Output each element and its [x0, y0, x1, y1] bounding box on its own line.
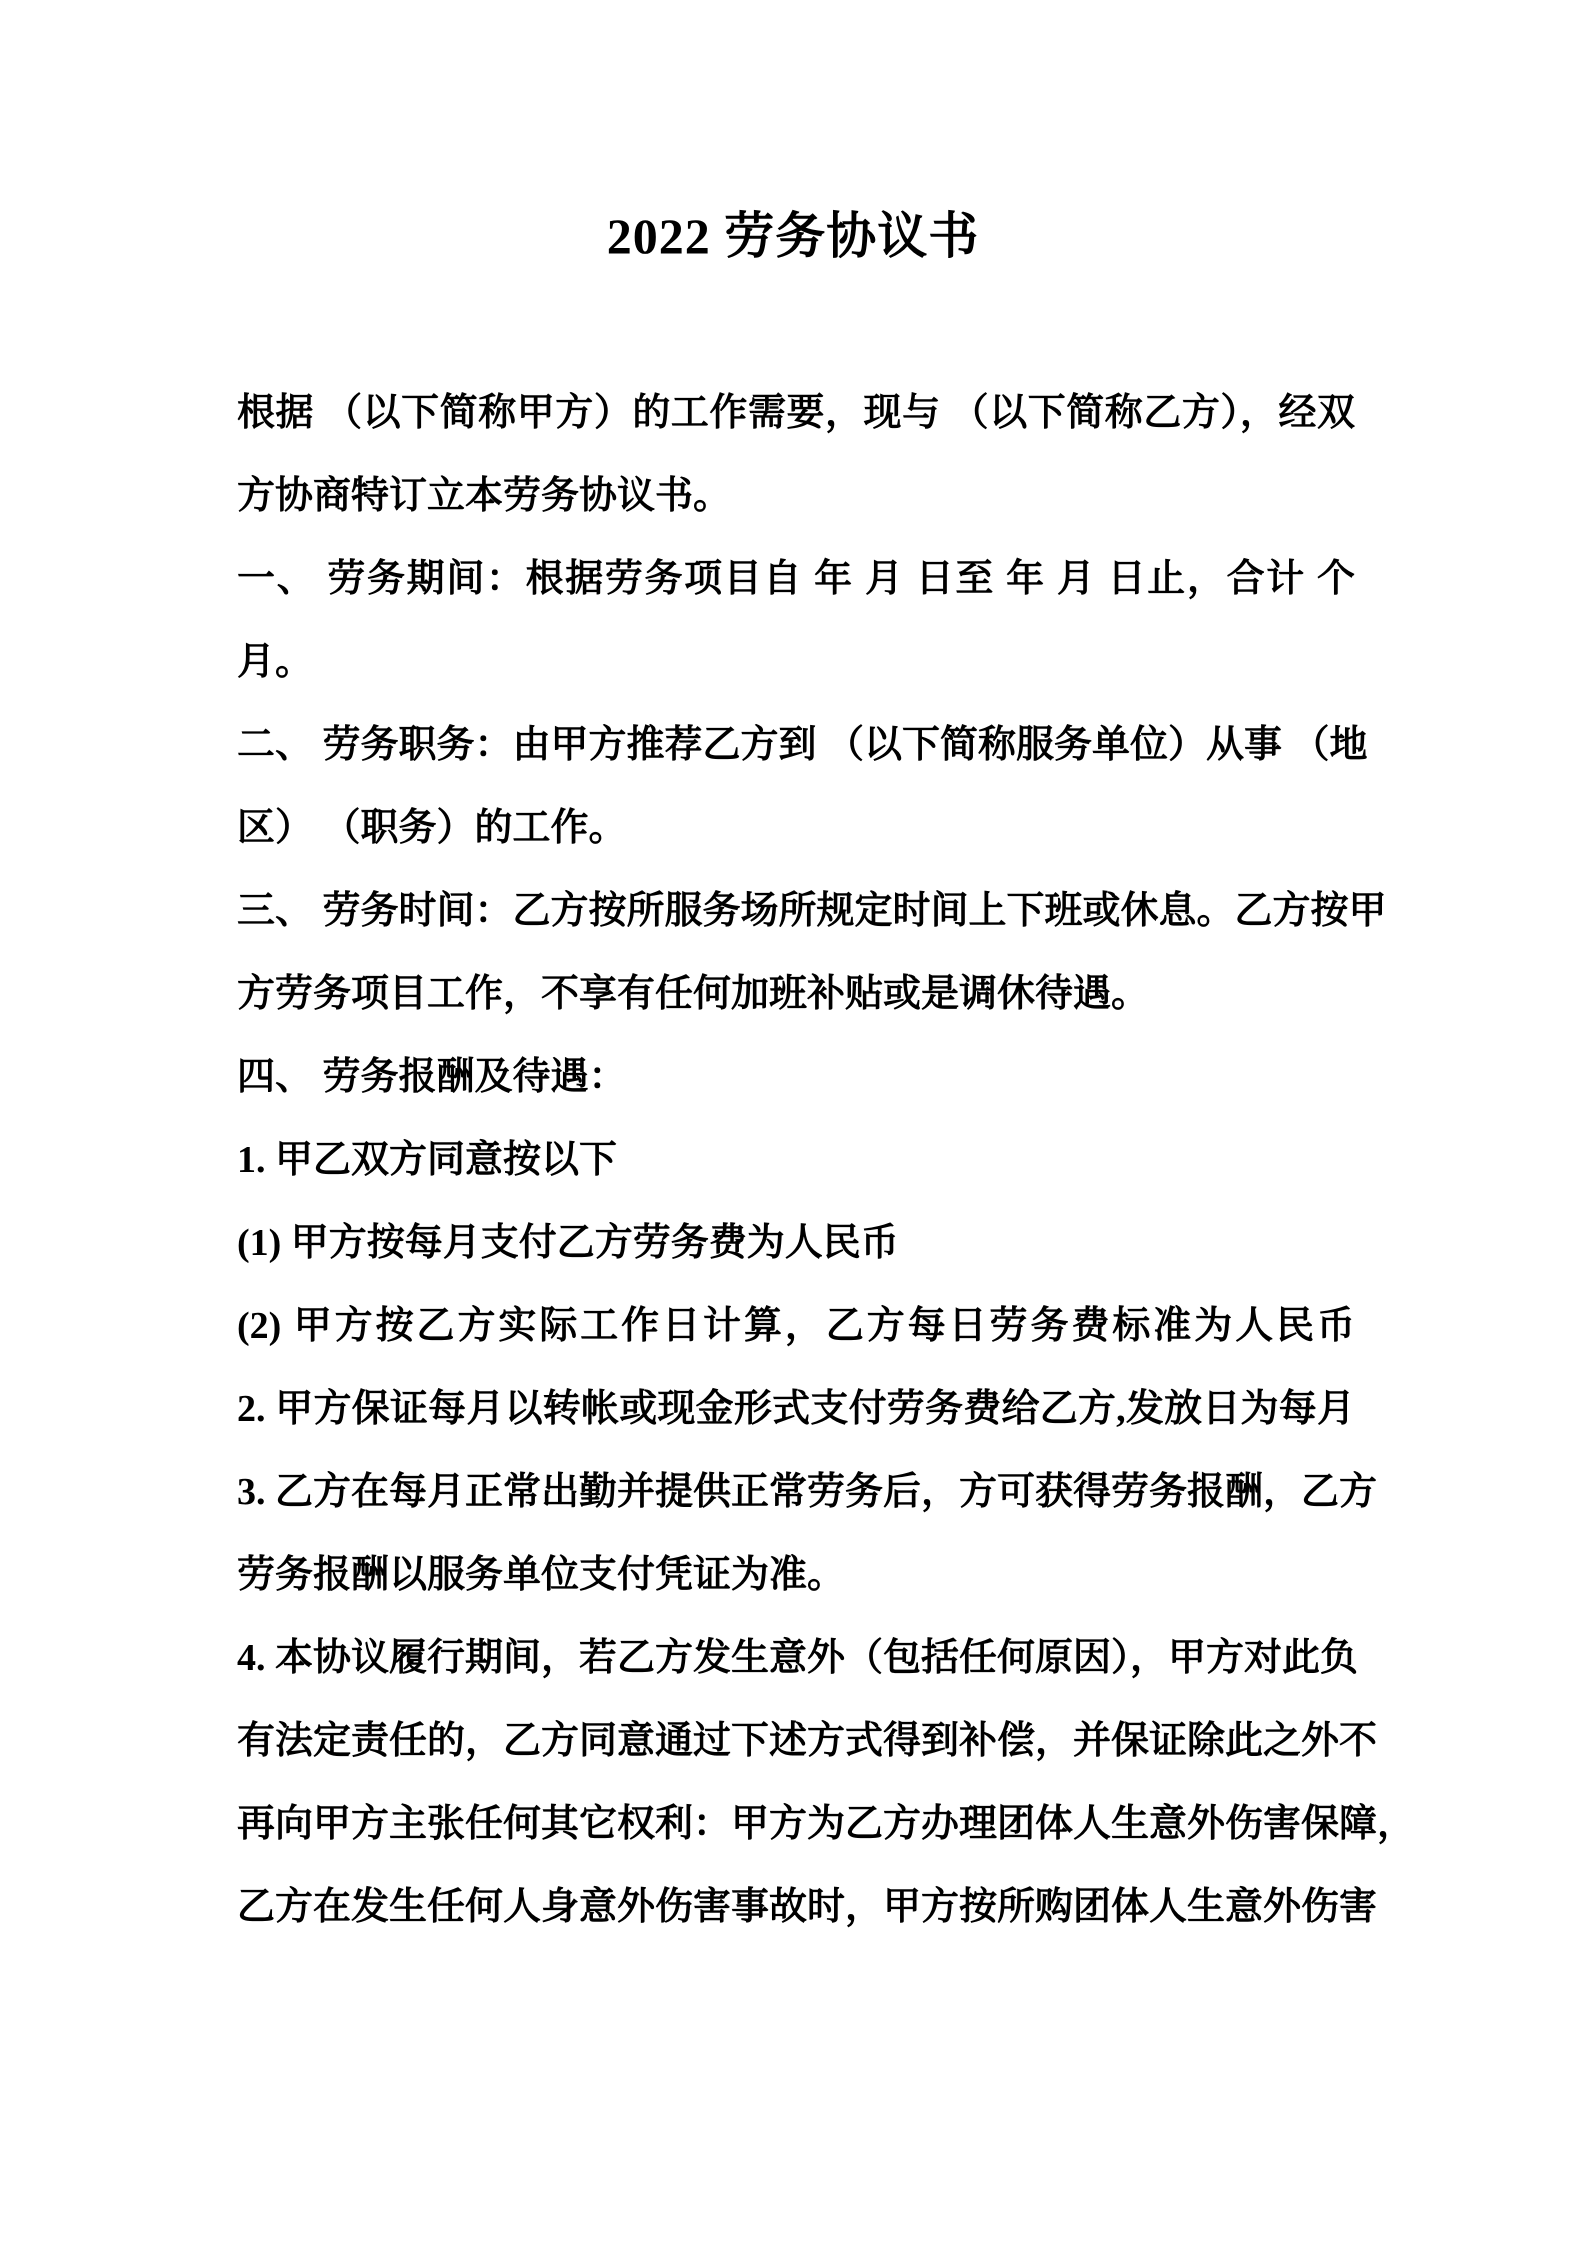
document-line: 区） （职务）的工作。	[237, 807, 627, 849]
document-line: (2) 甲方按乙方实际工作日计算，乙方每日劳务费标准为人民币	[237, 1305, 1355, 1347]
document-line: 四、 劳务报酬及待遇：	[237, 1056, 627, 1098]
document-line: 三、 劳务时间：乙方按所服务场所规定时间上下班或休息。乙方按甲	[237, 890, 1387, 932]
document-line: (1) 甲方按每月支付乙方劳务费为人民币	[237, 1222, 899, 1264]
document-line: 劳务报酬以服务单位支付凭证为准。	[237, 1554, 846, 1596]
document-line: 1. 甲乙双方同意按以下	[237, 1139, 618, 1181]
document-line: 方劳务项目工作，不享有任何加班补贴或是调休待遇。	[237, 973, 1150, 1015]
document-line: 一、 劳务期间：根据劳务项目自 年 月 日至 年 月 日止，合计 个	[237, 558, 1355, 600]
document-line: 有法定责任的，乙方同意通过下述方式得到补偿，并保证除此之外不	[237, 1720, 1378, 1762]
document-line: 二、 劳务职务：由甲方推荐乙方到 （以下简称服务单位）从事 （地	[237, 724, 1368, 766]
document-line: 乙方在发生任何人身意外伤害事故时，甲方按所购团体人生意外伤害	[237, 1886, 1378, 1928]
document-line: 月。	[237, 641, 314, 683]
document-line: 方协商特订立本劳务协议书。	[237, 475, 732, 517]
document-body	[237, 372, 1416, 1949]
document-line: 4. 本协议履行期间，若乙方发生意外（包括任何原因），甲方对此负	[237, 1637, 1359, 1679]
document-line: 根据 （以下简称甲方）的工作需要，现与 （以下简称乙方），经双	[237, 392, 1355, 434]
document-title: 2022 劳务协议书	[606, 208, 980, 264]
document-line: 再向甲方主张任何其它权利：甲方为乙方办理团体人生意外伤害保障，	[237, 1803, 1416, 1845]
document-line: 2. 甲方保证每月以转帐或现金形式支付劳务费给乙方,发放日为每月	[237, 1388, 1355, 1430]
document-line: 3. 乙方在每月正常出勤并提供正常劳务后，方可获得劳务报酬，乙方	[237, 1471, 1378, 1513]
